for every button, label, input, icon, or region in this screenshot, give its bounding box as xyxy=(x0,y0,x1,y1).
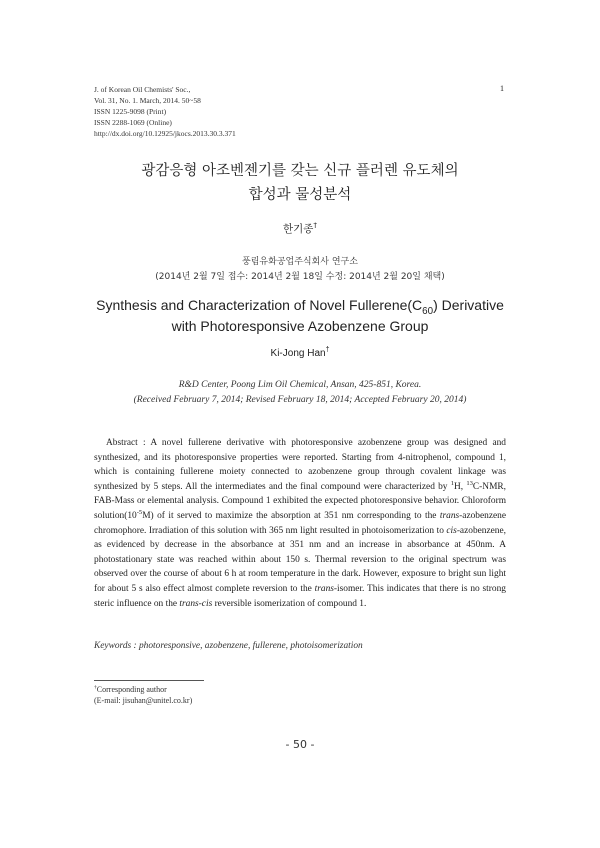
english-dates: (Received February 7, 2014; Revised February 18, 2014; Accepted February 20, 2014) xyxy=(133,395,467,405)
footnote-line2: (E-mail: jisuhan@unitel.co.kr) xyxy=(94,696,193,705)
korean-author xyxy=(0,221,600,236)
issn-print: ISSN 1225-9098 (Print) xyxy=(94,107,167,116)
english-title-part-b: ) Derivative xyxy=(433,297,504,313)
abstract-text: : A novel fullerene derivative with photoresponsive azobenzene group was designed and synthesized, and its photoresponsive properties were reported. Starting from 4-nitrophenol, compound 1, which is containing fullerene moiety connected to azobenzene group through covalent linkage was synthesized by 5 steps. All the intermediates and the final compound were characterized by xyxy=(94,438,506,492)
korean-title-line2: 합성과 물성분석 xyxy=(248,187,352,203)
abstract-italic: cis xyxy=(201,598,213,609)
journal-volume: Vol. 31, No. 1. March, 2014. 50~58 xyxy=(94,96,201,105)
journal-header xyxy=(94,84,236,139)
footnote-divider xyxy=(94,680,204,681)
abstract-sup: -5 xyxy=(136,508,143,516)
doi-link[interactable]: http://dx.doi.org/10.12925/jkocs.2013.30.3.371 xyxy=(94,129,236,138)
korean-dates: (2014년 2월 7일 접수: 2014년 2월 18일 수정: 2014년 2월 20일 채택) xyxy=(155,272,445,282)
page-number: 1 xyxy=(500,84,504,93)
abstract-sup: 1 xyxy=(450,479,454,487)
abstract-text: H, xyxy=(454,481,467,492)
english-affiliation: R&D Center, Poong Lim Oil Chemical, Ansan, 425-851, Korea. xyxy=(178,380,422,390)
abstract-italic: cis xyxy=(446,525,457,536)
footnote xyxy=(94,684,192,706)
abstract-text: - xyxy=(198,598,202,609)
english-title-line2: with Photoresponsive Azobenzene Group xyxy=(171,318,429,334)
abstract-italic: trans xyxy=(179,598,199,609)
korean-affiliation: 풍림유화공업주식회사 연구소 xyxy=(242,257,358,267)
english-title-subscript: 60 xyxy=(422,305,434,317)
abstract xyxy=(94,436,506,611)
english-author xyxy=(0,348,600,359)
footnote-text: Corresponding author xyxy=(96,685,167,694)
abstract-text: M) of it served to maximize the absorption at 351 nm corresponding to the xyxy=(142,510,440,521)
footnote-line1 xyxy=(94,684,192,695)
page-footer: - 50 - xyxy=(285,738,315,751)
abstract-italic: trans xyxy=(314,583,334,594)
abstract-text: reversible isomerization of compound 1. xyxy=(212,598,367,609)
abstract-text: -azobenzene chromophore. Irradiation of this solution with 365 nm light resulted in photoisomerization to xyxy=(94,510,506,536)
issn-online: ISSN 2288-1069 (Online) xyxy=(94,118,172,127)
english-author-mark: † xyxy=(325,346,330,354)
english-author-name: Ki-Jong Han xyxy=(270,348,326,359)
english-title-part-a: Synthesis and Characterization of Novel Fullerene(C xyxy=(96,297,423,313)
abstract-label: Abstract xyxy=(106,438,138,448)
footnote-mark: † xyxy=(94,684,97,691)
abstract-text: -azobenzene, as evidenced by decrease in the absorbance at 351 nm and an increase in absorbance at 450nm. A photostationary state was reached within about 150 s. Thermal reversion to the original spectrum was observed over the course of about 6 h at room temperature in the dark. However, exposure to bright sun light for about 5 s also effect almost complete reversion to the xyxy=(94,525,506,594)
korean-author-name: 한기종 xyxy=(282,223,314,235)
abstract-text: -isomer. This indicates that there is no strong steric influence on the xyxy=(94,583,506,609)
keywords: Keywords : photoresponsive, azobenzene, fullerene, photoisomerization xyxy=(94,641,363,651)
abstract-sup: 13 xyxy=(466,479,473,487)
journal-name: J. of Korean Oil Chemists' Soc., xyxy=(94,85,191,94)
korean-title-line1: 광감응형 아조벤젠기를 갖는 신규 플러렌 유도체의 xyxy=(141,163,459,179)
abstract-text: C-NMR, FAB-Mass or elemental analysis. Compound 1 exhibited the expected photoresponsive behavior. Chloroform solution(10 xyxy=(94,481,506,521)
abstract-italic: trans xyxy=(439,510,460,521)
english-title-line1 xyxy=(0,294,600,316)
korean-author-mark: † xyxy=(313,220,318,230)
